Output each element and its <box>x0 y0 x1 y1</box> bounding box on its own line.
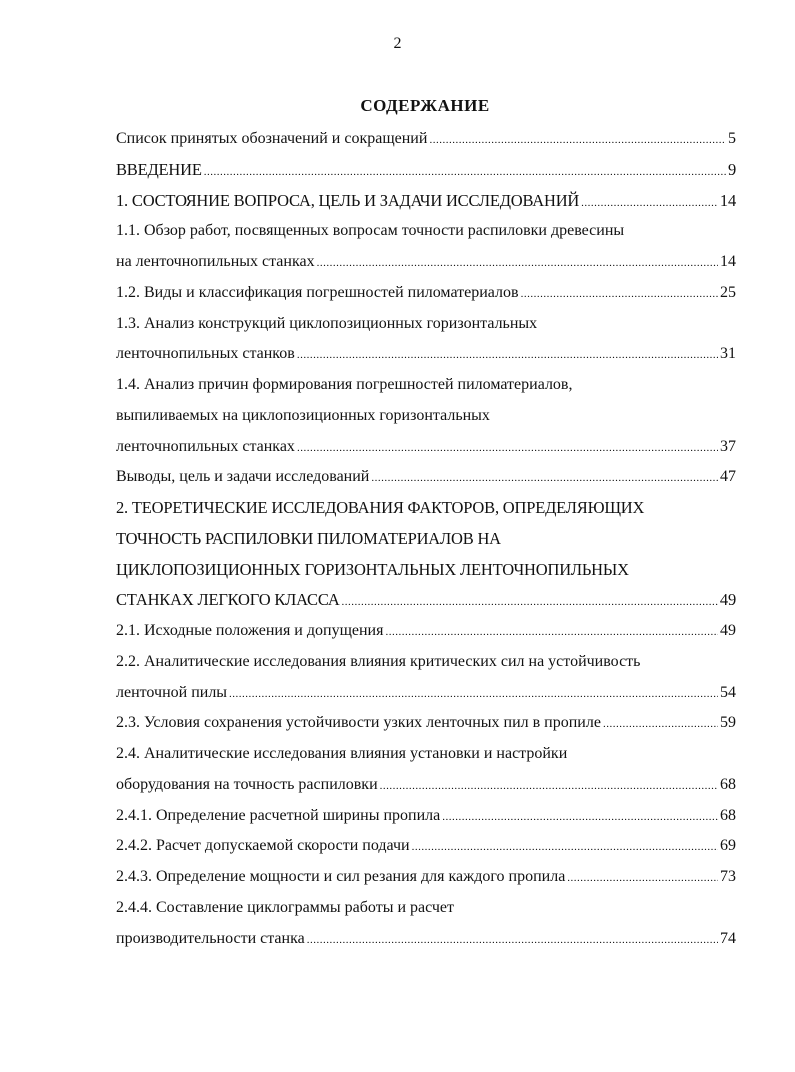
toc-entry-page-number: 25 <box>720 283 736 301</box>
toc-entry-page-number: 73 <box>720 868 736 885</box>
toc-entry-leader-line <box>116 124 736 155</box>
toc-entry-leader-line <box>116 186 736 217</box>
toc-entry-text-line: ТОЧНОСТЬ РАСПИЛОВКИ ПИЛОМАТЕРИАЛОВ НА <box>116 528 501 548</box>
dot-leader <box>412 831 718 863</box>
toc-entry-leader-line <box>116 247 736 278</box>
toc-entry-text-line: 2.4.4. Составление циклограммы работы и расчет <box>116 898 455 916</box>
toc-entry-leader-line <box>116 462 736 493</box>
toc-entry[interactable] <box>116 893 736 955</box>
dot-leader <box>371 462 718 494</box>
toc-entry-title: СТАНКАХ ЛЕГКОГО КЛАССА <box>116 590 340 610</box>
dot-leader <box>385 616 718 648</box>
toc-entry-title: оборудования на точность распиловки <box>116 775 378 793</box>
dot-leader <box>297 432 718 464</box>
toc-entry[interactable] <box>116 186 736 217</box>
toc-entry-title: ленточнопильных станках <box>116 437 295 455</box>
toc-entry-leader-line <box>116 616 736 647</box>
toc-entry-text-line: 1.4. Анализ причин формирования погрешностей пиломатериалов, <box>116 376 573 393</box>
toc-entry-title: 2.3. Условия сохранения устойчивости узких ленточных пил в пропиле <box>116 714 601 732</box>
toc-entry-page-number: 49 <box>720 622 736 639</box>
toc-entry[interactable] <box>116 216 736 278</box>
toc-entry-page-number: 14 <box>720 253 736 270</box>
dot-leader <box>342 585 718 618</box>
dot-leader <box>297 339 718 371</box>
toc-entry-title: Список принятых обозначений и сокращений <box>116 130 428 147</box>
toc-entry-title: 2.4.1. Определение расчетной ширины пропила <box>116 806 441 824</box>
toc-entry-page-number: 14 <box>719 190 736 210</box>
toc-entry-page-number: 59 <box>720 714 736 732</box>
toc-entry[interactable] <box>116 739 736 801</box>
toc-entry[interactable] <box>116 462 736 493</box>
toc-entry-title: производительности станка <box>116 929 305 947</box>
toc-entry-page-number: 74 <box>720 929 736 947</box>
toc-entry-page-number: 5 <box>728 130 736 147</box>
toc-entry[interactable] <box>116 278 736 309</box>
toc-entry[interactable] <box>116 647 736 709</box>
toc-entry-text-line: 1.3. Анализ конструкций циклопозиционных горизонтальных <box>116 314 538 332</box>
page-number: 2 <box>393 35 402 52</box>
toc-entry[interactable] <box>116 309 736 371</box>
toc-entry[interactable] <box>116 801 736 832</box>
toc-entry-text-line: 2.4. Аналитические исследования влияния установки и настройки <box>116 745 568 762</box>
toc-entry[interactable] <box>116 493 736 616</box>
dot-leader <box>380 770 718 802</box>
toc-entry-leader-line <box>116 831 736 862</box>
toc-entry-leader-line <box>116 432 736 463</box>
toc-entry-page-number: 69 <box>720 837 736 855</box>
toc-entry-leader-line <box>116 770 736 801</box>
toc-entry-page-number: 49 <box>719 590 736 610</box>
toc-entry-leader-line <box>116 708 736 739</box>
toc-entry-page-number: 9 <box>727 159 736 179</box>
toc-entry-title: на ленточнопильных станках <box>116 253 315 270</box>
toc-entry-title: ленточнопильных станков <box>116 345 295 363</box>
toc-entry-text-line: 1.1. Обзор работ, посвященных вопросам точности распиловки древесины <box>116 222 625 240</box>
toc-entry[interactable] <box>116 155 736 186</box>
dot-leader <box>204 155 726 188</box>
toc-entry-page-number: 31 <box>720 345 736 363</box>
dot-leader <box>521 278 718 310</box>
toc-entry-title: 2.4.3. Определение мощности и сил резания для каждого пропила <box>116 868 566 885</box>
toc-entry-leader-line <box>116 155 736 186</box>
toc-entry-page-number: 37 <box>720 437 736 455</box>
toc-entry-title: Выводы, цель и задачи исследований <box>116 468 370 486</box>
toc-entry-page-number: 47 <box>720 468 736 486</box>
dot-leader <box>603 708 718 740</box>
toc-entry-title: ленточной пилы <box>116 683 228 701</box>
toc-entry-text-line: ЦИКЛОПОЗИЦИОННЫХ ГОРИЗОНТАЛЬНЫХ ЛЕНТОЧНОПИЛЬНЫХ <box>116 559 629 579</box>
toc-entry-leader-line <box>116 862 736 893</box>
toc-entry-title: 2.1. Исходные положения и допущения <box>116 622 384 639</box>
dot-leader <box>317 247 718 279</box>
toc-entry-leader-line <box>116 801 736 832</box>
dot-leader <box>581 186 718 219</box>
dot-leader <box>429 124 726 156</box>
toc-entry-leader-line <box>116 339 736 370</box>
toc-entry-page-number: 54 <box>720 683 736 701</box>
dot-leader <box>442 801 718 833</box>
table-of-contents <box>116 124 736 954</box>
toc-entry-title: ВВЕДЕНИЕ <box>116 159 202 179</box>
toc-entry[interactable] <box>116 124 736 155</box>
document-title: СОДЕРЖАНИЕ <box>360 96 490 115</box>
toc-entry[interactable] <box>116 616 736 647</box>
toc-entry-text-line: выпиливаемых на циклопозиционных горизонтальных <box>116 406 490 424</box>
toc-entry-leader-line <box>116 678 736 709</box>
toc-entry[interactable] <box>116 708 736 739</box>
toc-entry-page-number: 68 <box>720 775 736 793</box>
toc-entry-title: 2.4.2. Расчет допускаемой скорости подачи <box>116 837 410 855</box>
toc-entry-leader-line <box>116 278 736 309</box>
toc-entry-page-number: 68 <box>720 806 736 824</box>
dot-leader <box>229 678 718 710</box>
toc-entry[interactable] <box>116 370 736 462</box>
toc-entry-title: 1. СОСТОЯНИЕ ВОПРОСА, ЦЕЛЬ И ЗАДАЧИ ИССЛЕДОВАНИЙ <box>116 190 580 210</box>
dot-leader <box>307 924 718 956</box>
toc-entry-leader-line <box>116 585 736 616</box>
toc-entry-leader-line <box>116 924 736 955</box>
toc-entry-text-line: 2. ТЕОРЕТИЧЕСКИЕ ИССЛЕДОВАНИЯ ФАКТОРОВ, ОПРЕДЕЛЯЮЩИХ <box>116 498 645 517</box>
toc-entry[interactable] <box>116 831 736 862</box>
dot-leader <box>567 862 718 894</box>
toc-entry-title: 1.2. Виды и классификация погрешностей пиломатериалов <box>116 283 519 301</box>
toc-entry-text-line: 2.2. Аналитические исследования влияния критических сил на устойчивость <box>116 652 641 670</box>
toc-entry[interactable] <box>116 862 736 893</box>
